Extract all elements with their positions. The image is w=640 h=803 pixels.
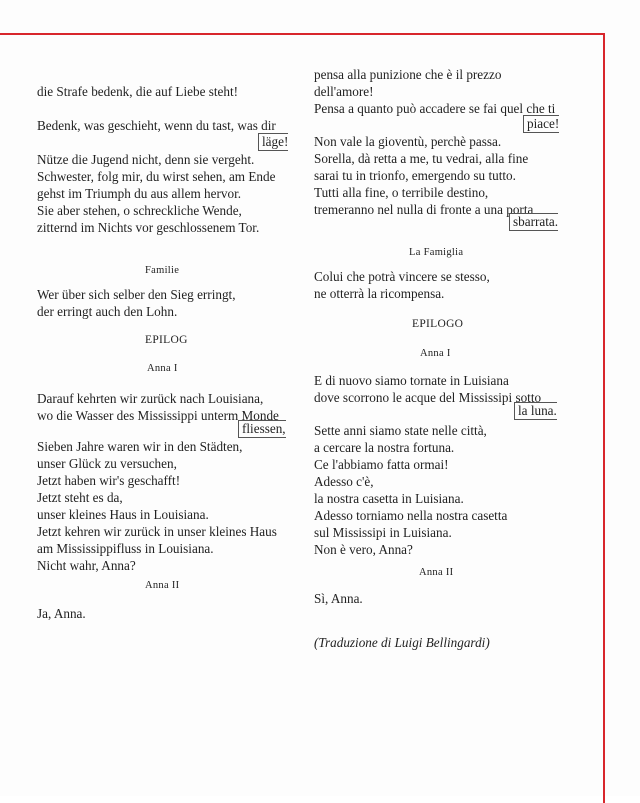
text-line: la nostra casetta in Luisiana. xyxy=(314,491,464,506)
text-line: Tutti alla fine, o terribile destino, xyxy=(314,185,489,200)
text-line-continuation xyxy=(258,133,288,151)
text-line: Ce l'abbiamo fatta ormai! xyxy=(314,457,449,472)
section-heading-epilogo: EPILOGO xyxy=(412,318,464,330)
text-line: Colui che potrà vincere se stesso, xyxy=(314,269,490,284)
text-line: Schwester, folg mir, du wirst sehen, am Ende xyxy=(37,169,276,184)
text-line: Sieben Jahre waren wir in den Städten, xyxy=(37,439,243,454)
text-line: Adesso c'è, xyxy=(314,474,374,489)
text-line: sul Mississipi in Luisiana. xyxy=(314,525,452,540)
text-line: wo die Wasser des Mississippi unterm Monde xyxy=(37,408,279,423)
turnover-bracket: fliessen, xyxy=(238,420,286,438)
text-line: Wer über sich selber den Sieg erringt, xyxy=(37,287,236,302)
text-line: sarai tu in trionfo, emergendo su tutto. xyxy=(314,168,516,183)
text-line: a cercare la nostra fortuna. xyxy=(314,440,455,455)
text-line: tremeranno nel nulla di fronte a una porta xyxy=(314,202,534,217)
text-line-continuation xyxy=(523,115,559,133)
turnover-bracket: la luna. xyxy=(514,402,557,420)
speaker-heading-anna1: Anna I xyxy=(147,363,178,374)
turnover-bracket: sbarrata. xyxy=(509,213,558,231)
text-line: pensa alla punizione che è il prezzo xyxy=(314,67,502,82)
text-line: Pensa a quanto può accadere se fai quel che ti xyxy=(314,101,556,116)
text-line: der erringt auch den Lohn. xyxy=(37,304,178,319)
text-line: Adesso torniamo nella nostra casetta xyxy=(314,508,508,523)
speaker-heading-anna2: Anna II xyxy=(145,580,180,591)
text-line: Sie aber stehen, o schreckliche Wende, xyxy=(37,203,242,218)
speaker-heading-famiglia: La Famiglia xyxy=(409,247,464,258)
text-line: Sì, Anna. xyxy=(314,591,363,606)
text-line: Non è vero, Anna? xyxy=(314,542,413,557)
text-line: zitternd im Nichts vor geschlossenem Tor. xyxy=(37,220,260,235)
speaker-heading-anna1: Anna I xyxy=(420,348,451,359)
text-line: am Mississippifluss in Louisiana. xyxy=(37,541,214,556)
text-line: Jetzt steht es da, xyxy=(37,490,123,505)
text-line: Jetzt haben wir's geschafft! xyxy=(37,473,181,488)
text-line: unser Glück zu versuchen, xyxy=(37,456,177,471)
text-line: Ja, Anna. xyxy=(37,606,86,621)
text-line: ne otterrà la ricompensa. xyxy=(314,286,445,301)
speaker-heading-anna2: Anna II xyxy=(419,567,454,578)
text-line: Nütze die Jugend nicht, denn sie vergeht. xyxy=(37,152,255,167)
turnover-bracket: piace! xyxy=(523,115,559,133)
text-line-continuation xyxy=(514,402,557,420)
speaker-heading-familie: Familie xyxy=(145,265,180,276)
section-heading-epilog: EPILOG xyxy=(145,334,188,346)
text-line: Bedenk, was geschieht, wenn du tast, was dir xyxy=(37,118,276,133)
text-line: die Strafe bedenk, die auf Liebe steht! xyxy=(37,84,239,99)
turnover-bracket: läge! xyxy=(258,133,288,151)
text-line: Sorella, dà retta a me, tu vedrai, alla fine xyxy=(314,151,529,166)
text-line: Non vale la gioventù, perchè passa. xyxy=(314,134,502,149)
text-line: Darauf kehrten wir zurück nach Louisiana, xyxy=(37,391,264,406)
text-line: Sette anni siamo state nelle città, xyxy=(314,423,487,438)
text-line: gehst im Triumph du aus allem hervor. xyxy=(37,186,242,201)
text-line: Nicht wahr, Anna? xyxy=(37,558,136,573)
text-line: unser kleines Haus in Louisiana. xyxy=(37,507,209,522)
text-line: dove scorrono le acque del Mississipi sotto xyxy=(314,390,542,405)
text-line-continuation xyxy=(509,213,558,231)
text-line: dell'amore! xyxy=(314,84,374,99)
text-line: Jetzt kehren wir zurück in unser kleines Haus xyxy=(37,524,277,539)
text-line-continuation xyxy=(238,420,286,438)
text-line: E di nuovo siamo tornate in Luisiana xyxy=(314,373,509,388)
translation-credit: (Traduzione di Luigi Bellingardi) xyxy=(314,635,490,650)
